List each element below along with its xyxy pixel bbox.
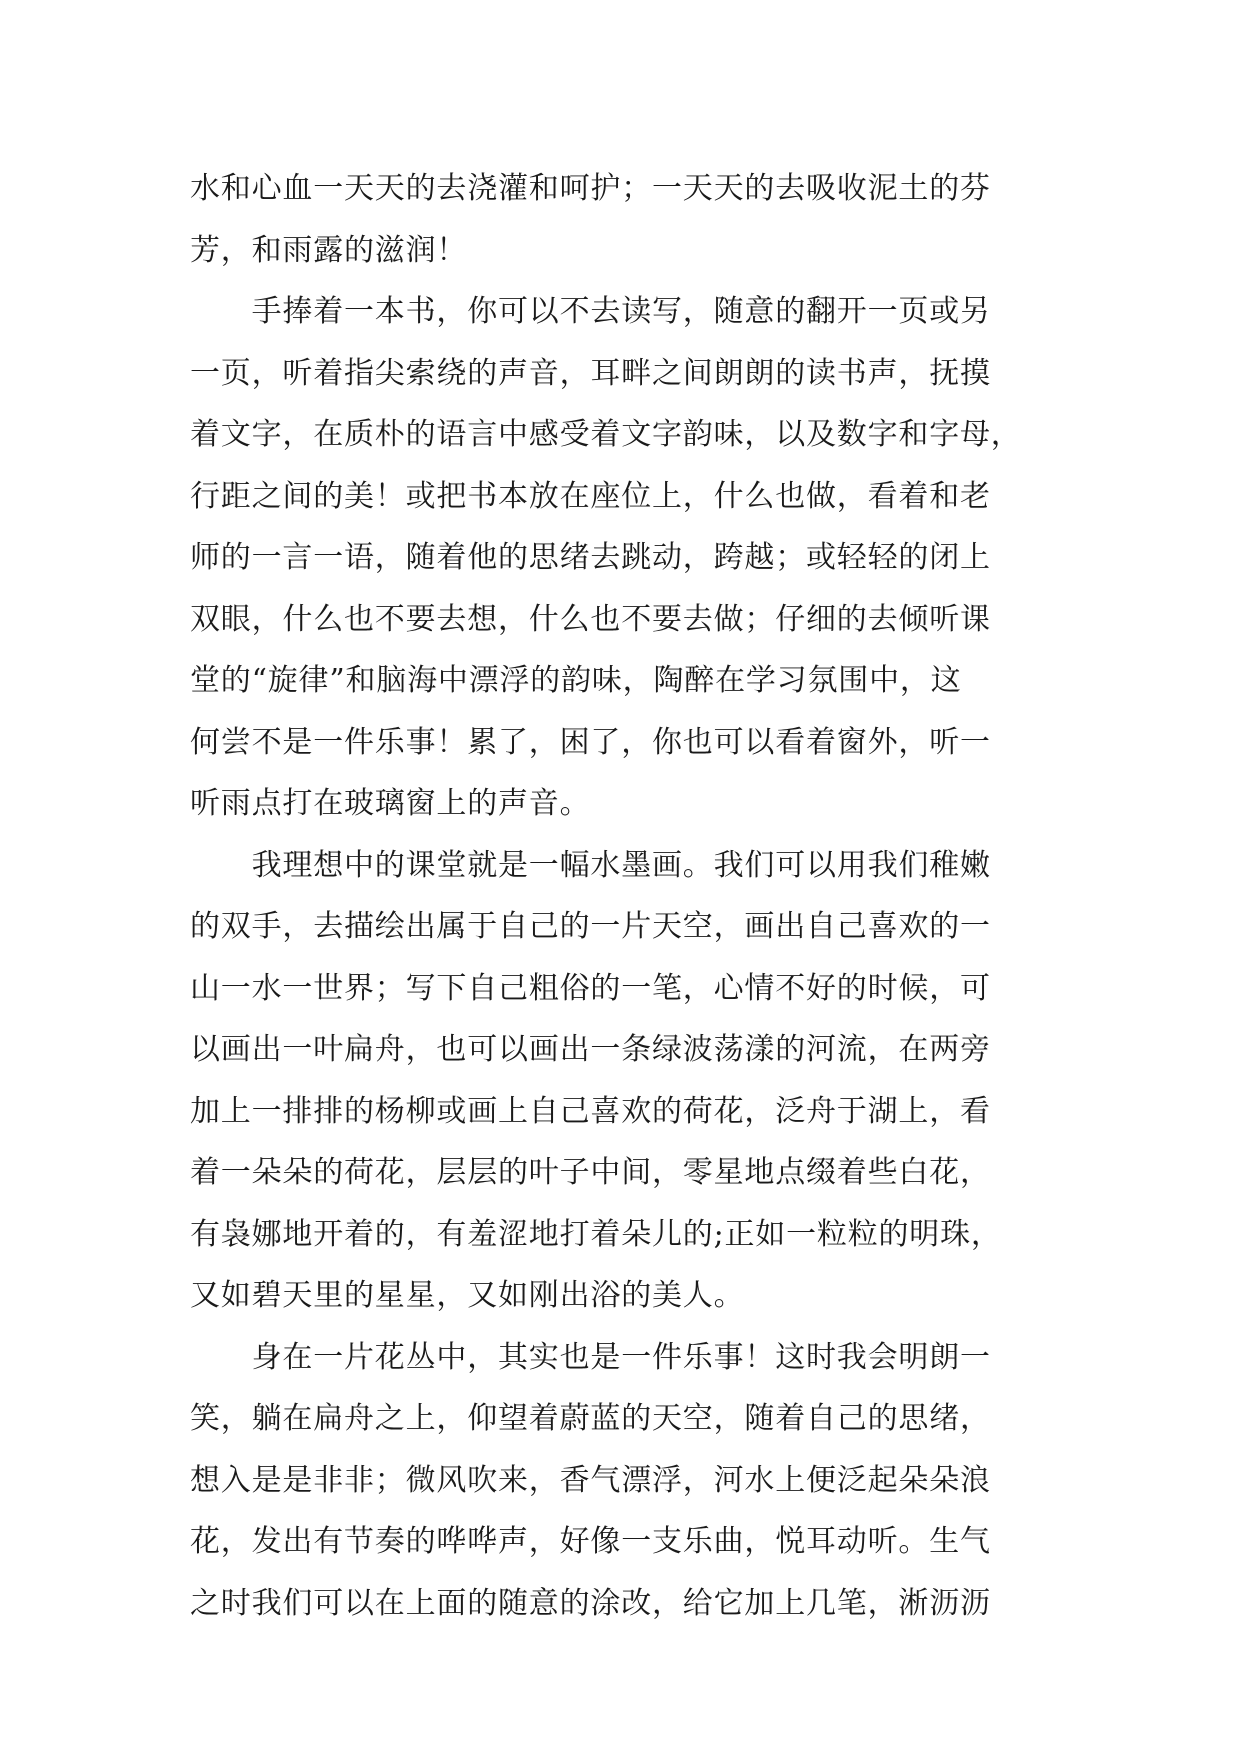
document-body [190,158,1050,1634]
text-line: 又如碧天里的星星，又如刚出浴的美人。 [190,1278,745,1313]
text-line: 何尝不是一件乐事！累了，困了，你也可以看着窗外，听一 [190,724,991,760]
text-line: 行距之间的美！或把书本放在座位上，什么也做，看着和老 [190,478,991,514]
text-line: 花，发出有节奏的哗哗声，好像一支乐曲，悦耳动听。生气 [190,1524,991,1559]
text-line: 师的一言一语，随着他的思绪去跳动，跨越；或轻轻的闭上 [190,540,991,575]
text-line: 水和心血一天天的去浇灌和呵护；一天天的去吸收泥土的芬 [190,171,991,206]
text-line: 之时我们可以在上面的随意的涂改，给它加上几笔，淅沥沥 [190,1585,991,1621]
text-line: 双眼，什么也不要去想，什么也不要去做；仔细的去倾听课 [190,601,991,637]
text-line: 一页，听着指尖索绕的声音，耳畔之间朗朗的读书声，抚摸 [190,355,991,391]
text-line: 芳，和雨露的滋润！ [190,232,468,268]
text-line: 着文字，在质朴的语言中感受着文字韵味，以及数字和字母， [190,417,1022,452]
text-line: 山一水一世界；写下自己粗俗的一笔，心情不好的时候，可 [190,970,991,1006]
text-line: 听雨点打在玻璃窗上的声音。 [190,786,591,821]
text-line: 想入是是非非；微风吹来，香气漂浮，河水上便泛起朵朵浪 [190,1462,991,1498]
text-line: 加上一排排的杨柳或画上自己喜欢的荷花，泛舟于湖上，看 [190,1093,991,1129]
text-line: 堂的“旋律”和脑海中漂浮的韵味，陶醉在学习氛围中，这 [190,663,962,698]
text-line: 以画出一叶扁舟，也可以画出一条绿波荡漾的河流，在两旁 [190,1032,991,1067]
text-line: 笑，躺在扁舟之上，仰望着蔚蓝的天空，随着自己的思绪， [190,1401,991,1436]
text-line: 我理想中的课堂就是一幅水墨画。我们可以用我们稚嫩 [190,847,991,883]
text-line: 手捧着一本书，你可以不去读写，随意的翻开一页或另 [190,294,991,329]
text-line: 着一朵朵的荷花，层层的叶子中间，零星地点缀着些白花， [190,1155,991,1190]
paragraph [190,158,1050,281]
paragraph [190,1327,1050,1635]
text-line: 有袅娜地开着的，有羞涩地打着朵儿的;正如一粒粒的明珠， [190,1216,1002,1252]
text-line: 的双手，去描绘出属于自己的一片天空，画出自己喜欢的一 [190,909,991,944]
paragraph [190,281,1050,835]
text-line: 身在一片花丛中，其实也是一件乐事！这时我会明朗一 [190,1339,991,1375]
paragraph [190,835,1050,1327]
